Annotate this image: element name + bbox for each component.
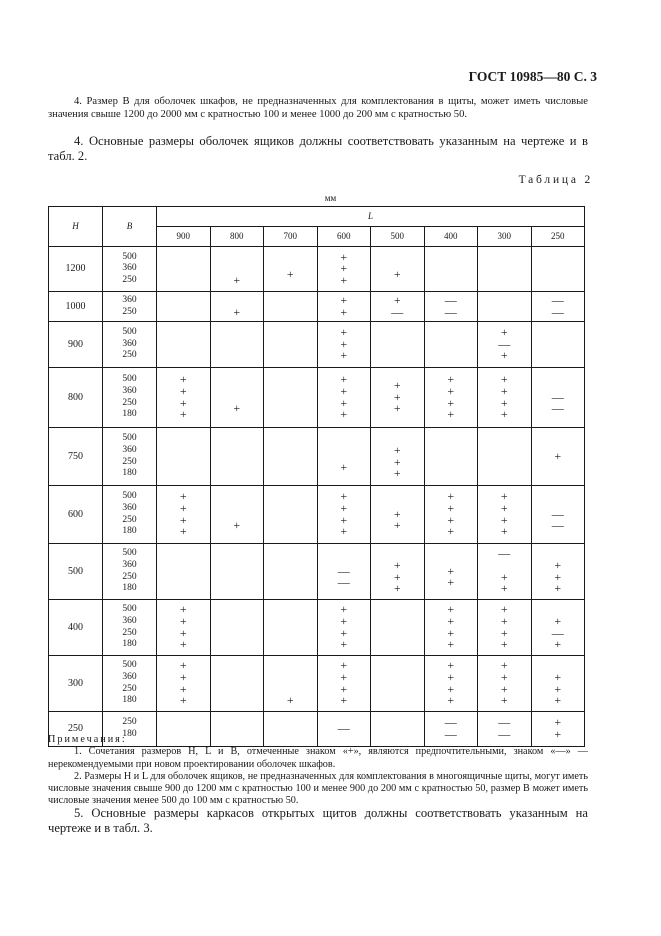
col-header-l: L: [157, 207, 585, 227]
b-values: [103, 322, 157, 368]
combination-cell: + +: [531, 712, 585, 747]
combination-cell: + + + +: [157, 600, 211, 656]
combination-cell: + + +: [531, 656, 585, 712]
combination-cell: — —: [531, 292, 585, 322]
combination-cell: +: [210, 486, 264, 544]
l-value: 500: [371, 227, 425, 247]
combination-cell: [424, 247, 478, 292]
b-values: [103, 544, 157, 600]
combination-cell: [371, 322, 425, 368]
combination-cell: [264, 368, 318, 428]
combination-cell: +: [210, 247, 264, 292]
combination-cell: + + +: [317, 322, 371, 368]
table-row: [49, 600, 585, 656]
note-2: 2. Размеры H и L для оболочек ящиков, не предназначенных для комплектования в многоящичные щиты, могут иметь числовые значения свыше 900 до 1200 мм с кратностью 100 и менее 900 до 200 мм с кратностью 50, размер B может иметь числовые значения менее 500 до 100 мм с кратностью 50.: [48, 770, 588, 807]
h-value: 300: [49, 656, 103, 712]
b-values: [103, 600, 157, 656]
combination-cell: + + + +: [424, 368, 478, 428]
combination-cell: [424, 428, 478, 486]
combination-cell: + + + +: [157, 656, 211, 712]
b-value: 250: [122, 456, 137, 467]
paragraph-5: 5. Основные размеры каркасов открытых щитов должны соответствовать указанным на чертеже и в табл. 3.: [48, 806, 588, 836]
h-value: 1000: [49, 292, 103, 322]
combination-cell: [157, 322, 211, 368]
combination-cell: + + + +: [317, 656, 371, 712]
combination-cell: [264, 486, 318, 544]
combination-cell: +: [210, 292, 264, 322]
combination-cell: + — +: [531, 600, 585, 656]
b-value: 360: [122, 444, 137, 455]
h-value: 1200: [49, 247, 103, 292]
combination-cell: [157, 544, 211, 600]
b-value: 500: [122, 491, 137, 502]
b-values: [103, 368, 157, 428]
combination-cell: [210, 544, 264, 600]
combination-cell: + + +: [531, 544, 585, 600]
b-value: 360: [122, 502, 137, 513]
combination-cell: + +: [317, 292, 371, 322]
b-value: 500: [122, 604, 137, 615]
b-value: 180: [122, 583, 137, 594]
combination-cell: — —: [478, 712, 532, 747]
b-value: 360: [122, 263, 137, 274]
combination-cell: [371, 600, 425, 656]
l-value: 600: [317, 227, 371, 247]
combination-cell: + + +: [371, 544, 425, 600]
b-value: 360: [122, 559, 137, 570]
combination-cell: + + + +: [317, 368, 371, 428]
combination-cell: + — +: [478, 322, 532, 368]
combination-cell: [424, 322, 478, 368]
combination-cell: + + + +: [424, 486, 478, 544]
combination-cell: — —: [317, 544, 371, 600]
h-value: 900: [49, 322, 103, 368]
combination-cell: [478, 292, 532, 322]
combination-cell: + + + +: [478, 600, 532, 656]
b-value: 250: [122, 306, 137, 317]
page-header: ГОСТ 10985—80 С. 3: [468, 69, 597, 84]
combination-cell: + + + +: [478, 656, 532, 712]
combination-cell: + + + +: [478, 486, 532, 544]
combination-cell: [264, 600, 318, 656]
combination-cell: + + + +: [424, 600, 478, 656]
l-value: 400: [424, 227, 478, 247]
l-value: 900: [157, 227, 211, 247]
table-row: [49, 544, 585, 600]
b-value: 250: [122, 571, 137, 582]
b-value: 250: [122, 274, 137, 285]
b-value: 250: [122, 683, 137, 694]
combination-cell: [264, 544, 318, 600]
b-value: 250: [122, 717, 137, 728]
combination-cell: [478, 247, 532, 292]
combination-cell: — —: [424, 292, 478, 322]
l-value: 800: [210, 227, 264, 247]
h-value: 400: [49, 600, 103, 656]
b-value: 500: [122, 374, 137, 385]
combination-cell: [264, 292, 318, 322]
combination-cell: + + + +: [157, 486, 211, 544]
combination-cell: — —: [531, 486, 585, 544]
h-value: 750: [49, 428, 103, 486]
b-value: 250: [122, 397, 137, 408]
table-row: [49, 428, 585, 486]
b-value: 360: [122, 294, 137, 305]
table-units: мм: [324, 193, 337, 203]
note-1: 1. Сочетания размеров H, L и B, отмеченные знаком «+», являются предпочтительными, знаком «—» — нерекомендуемыми при новом проектировании оболочек шкафов.: [48, 746, 588, 770]
h-value: 250: [49, 712, 103, 747]
combination-cell: + + + +: [317, 486, 371, 544]
col-header-b: B: [103, 207, 157, 247]
h-value: 500: [49, 544, 103, 600]
notes-block: [48, 734, 588, 808]
l-value: 300: [478, 227, 532, 247]
combination-cell: [210, 322, 264, 368]
combination-cell: [478, 428, 532, 486]
combination-cell: +: [264, 656, 318, 712]
combination-cell: —: [317, 712, 371, 747]
b-values: [103, 656, 157, 712]
b-value: 250: [122, 514, 137, 525]
b-value: 500: [122, 660, 137, 671]
combination-cell: +: [264, 247, 318, 292]
b-value: 250: [122, 627, 137, 638]
b-value: 180: [122, 409, 137, 420]
paragraph-4b: 4. Основные размеры оболочек ящиков должны соответствовать указанным на чертеже и в табл. 2.: [48, 134, 588, 163]
combination-cell: +: [317, 428, 371, 486]
b-value: 500: [122, 327, 137, 338]
paragraph-4a: 4. Размер B для оболочек шкафов, не предназначенных для комплектования в щиты, может иметь числовые значения свыше 1200 до 2000 мм с кратностью 100 и менее 1000 до 200 мм с кратностью 50.: [48, 96, 588, 120]
b-value: 360: [122, 338, 137, 349]
b-value: 360: [122, 385, 137, 396]
l-value: 250: [531, 227, 585, 247]
b-values: [103, 486, 157, 544]
b-value: 250: [122, 350, 137, 361]
b-value: 180: [122, 526, 137, 537]
table-row: [49, 486, 585, 544]
combination-cell: + + + +: [157, 368, 211, 428]
b-values: [103, 428, 157, 486]
combination-cell: [264, 322, 318, 368]
combination-cell: [210, 600, 264, 656]
table-row: [49, 292, 585, 322]
h-value: 600: [49, 486, 103, 544]
combination-cell: + + +: [371, 368, 425, 428]
b-values: [103, 247, 157, 292]
combination-cell: — + +: [478, 544, 532, 600]
h-value: 800: [49, 368, 103, 428]
table-row: [49, 368, 585, 428]
combination-cell: [210, 656, 264, 712]
combination-cell: + + + +: [317, 600, 371, 656]
b-value: 180: [122, 639, 137, 650]
combination-cell: — —: [424, 712, 478, 747]
combination-cell: [157, 292, 211, 322]
combination-cell: +: [371, 247, 425, 292]
combination-cell: + + +: [371, 428, 425, 486]
table-row: [49, 322, 585, 368]
combination-cell: [157, 247, 211, 292]
combination-cell: [531, 322, 585, 368]
combination-cell: +: [531, 428, 585, 486]
combination-cell: + + + +: [424, 656, 478, 712]
combination-cell: + —: [371, 292, 425, 322]
dimensions-table: [48, 206, 585, 747]
combination-cell: [157, 428, 211, 486]
table-label: Таблица 2: [518, 174, 593, 186]
notes-title: Примечания:: [48, 734, 127, 745]
combination-cell: +: [210, 368, 264, 428]
combination-cell: [371, 656, 425, 712]
col-header-h: H: [49, 207, 103, 247]
combination-cell: [531, 247, 585, 292]
combination-cell: [264, 428, 318, 486]
table-row: [49, 247, 585, 292]
b-value: 180: [122, 729, 137, 739]
combination-cell: + + + +: [478, 368, 532, 428]
b-value: 500: [122, 251, 137, 262]
b-value: 360: [122, 671, 137, 682]
combination-cell: + +: [371, 486, 425, 544]
table-row: [49, 656, 585, 712]
combination-cell: [210, 428, 264, 486]
b-values: [103, 292, 157, 322]
b-value: 500: [122, 433, 137, 444]
b-value: 180: [122, 468, 137, 479]
b-value: 500: [122, 548, 137, 559]
combination-cell: + +: [424, 544, 478, 600]
b-value: 180: [122, 695, 137, 706]
b-value: 360: [122, 615, 137, 626]
l-value: 700: [264, 227, 318, 247]
combination-cell: — —: [531, 368, 585, 428]
combination-cell: + + +: [317, 247, 371, 292]
